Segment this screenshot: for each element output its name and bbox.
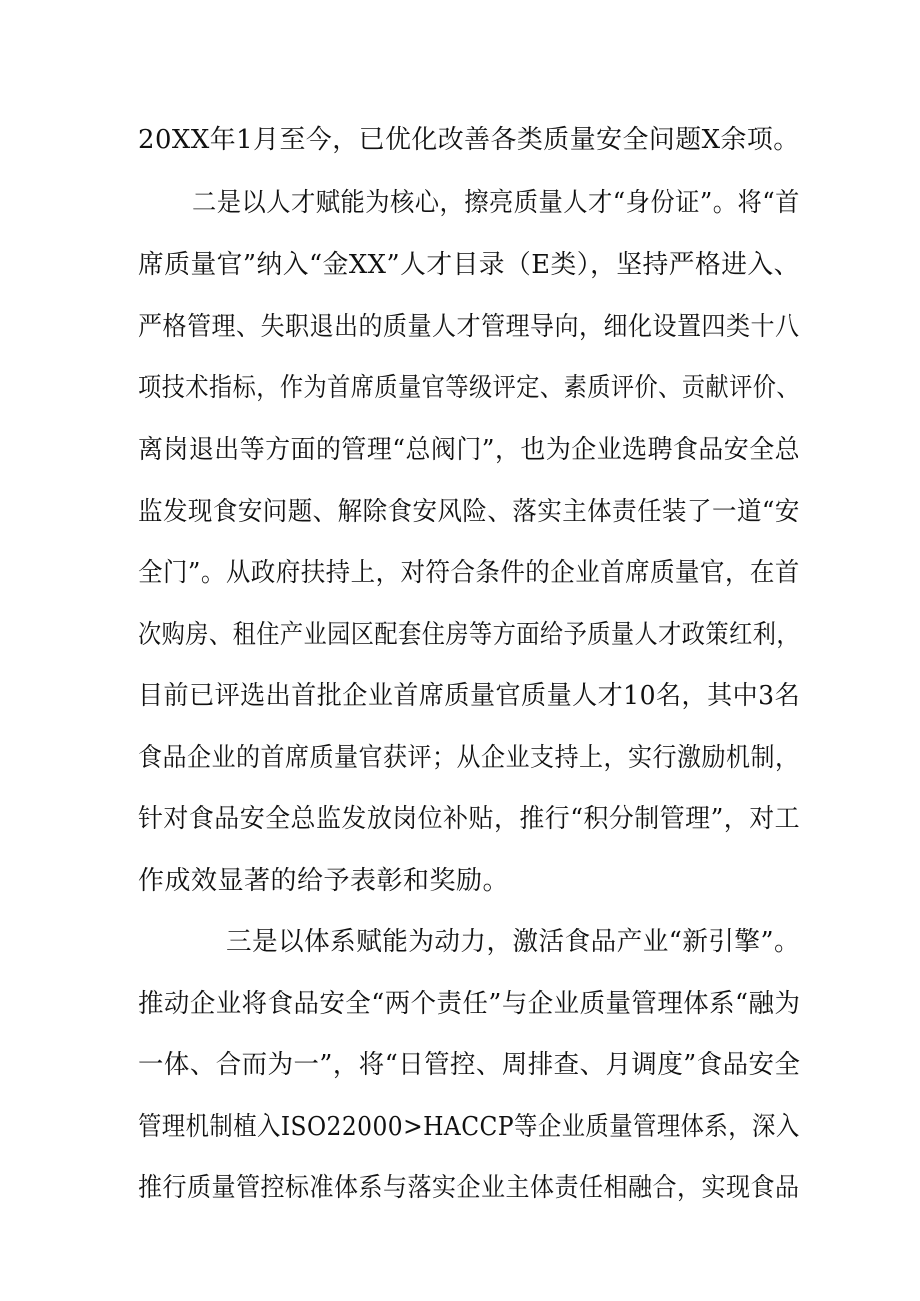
text-line-4: 严格管理、失职退出的质量人才管理导向，细化设置四类十八: [138, 312, 800, 342]
text-line-11: 食品企业的首席质量官获评；从企业支持上，实行激励机制，: [138, 743, 800, 773]
text-line-1: 20XX年1月至今，已优化改善各类质量安全问题X余项。: [138, 125, 800, 155]
text-line-5: 项技术指标，作为首席质量官等级评定、素质评价、贡献评价、: [138, 373, 801, 403]
text-line-3: 席质量官”纳入“金XX”人才目录（E类），坚持严格进入、: [138, 250, 800, 280]
text-line-15: 推动企业将食品安全“两个责任”与企业质量管理体系“融为: [138, 989, 801, 1019]
text-line-18: 推行质量管控标准体系与落实企业主体责任相融合，实现食品: [138, 1173, 800, 1203]
text-line-9: 次购房、租住产业园区配套住房等方面给予质量人才政策红利，: [138, 620, 801, 650]
text-line-8: 全门”。从政府扶持上，对符合条件的企业首席质量官，在首: [138, 558, 800, 588]
text-line-2: 二是以人才赋能为核心，擦亮质量人才“身份证”。将“首: [192, 188, 800, 218]
text-line-14: 三是以体系赋能为动力，激活食品产业“新引擎”。: [226, 927, 801, 957]
text-line-10: 目前已评选出首批企业首席质量官质量人才10名，其中3名: [138, 681, 801, 711]
text-line-17: 管理机制植入ISO22000>HACCP等企业质量管理体系，深入: [138, 1112, 800, 1142]
text-line-6: 离岗退出等方面的管理“总阀门”，也为企业选聘食品安全总: [138, 435, 801, 465]
text-line-7: 监发现食安问题、解除食安风险、落实主体责任装了一道“安: [138, 497, 800, 527]
text-line-12: 针对食品安全总监发放岗位补贴，推行“积分制管理”，对工: [138, 804, 801, 834]
text-line-13: 作成效显著的给予表彰和奖励。: [138, 866, 510, 896]
text-line-16: 一体、合而为一”，将“日管控、周排查、月调度”食品安全: [138, 1050, 801, 1080]
